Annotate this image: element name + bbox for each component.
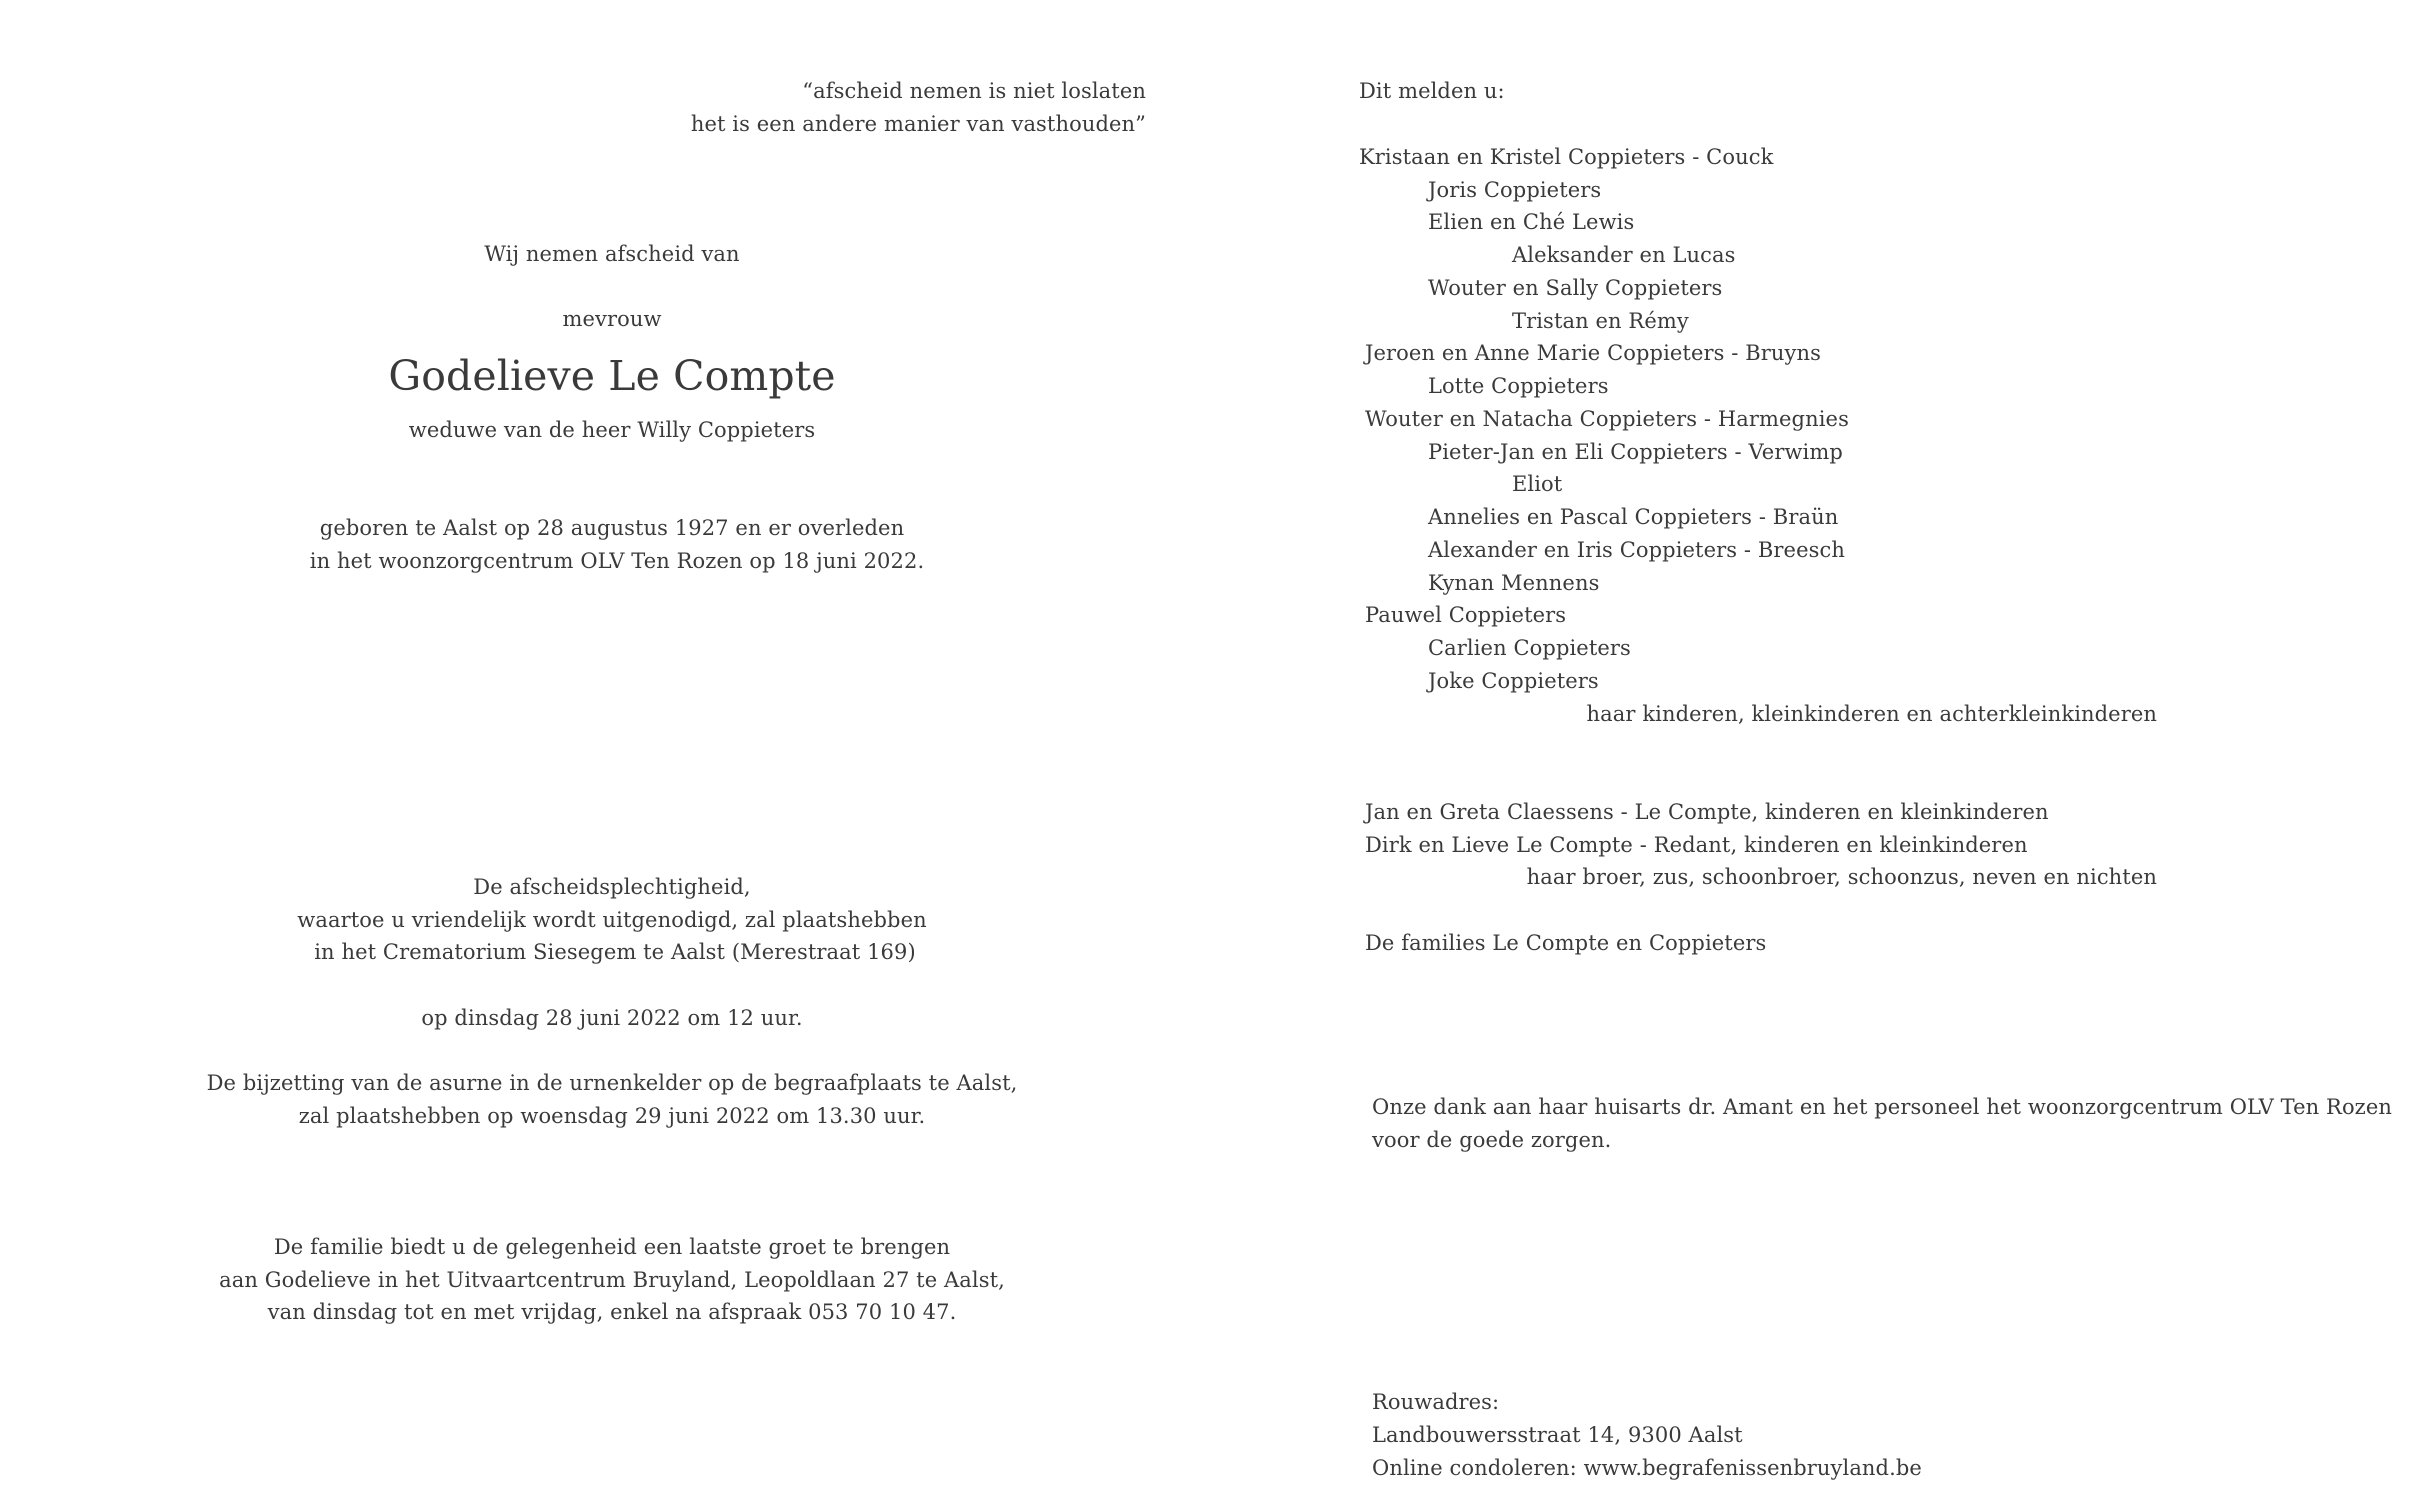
siblings-caption: haar broer, zus, schoonbroer, schoonzus, neven en nichten bbox=[1526, 865, 2157, 889]
sibling-line: Dirk en Lieve Le Compte - Redant, kinderen en kleinkinderen bbox=[1365, 833, 2028, 857]
families-text: De families Le Compte en Coppieters bbox=[1365, 931, 1767, 955]
family-member: Joris Coppieters bbox=[1428, 178, 1602, 202]
condolence-line: Online condoleren: www.begrafenissenbruyland.be bbox=[1372, 1456, 1922, 1480]
family-member: Kynan Mennens bbox=[1428, 571, 1600, 595]
interment-line: zal plaatshebben op woensdag 29 juni 2022 om 13.30 uur. bbox=[298, 1104, 926, 1128]
family-member: Eliot bbox=[1512, 472, 1563, 496]
family-member: Carlien Coppieters bbox=[1428, 636, 1631, 660]
quote-line: “afscheid nemen is niet loslaten bbox=[802, 79, 1146, 103]
sibling-line: Jan en Greta Claessens - Le Compte, kinderen en kleinkinderen bbox=[1365, 800, 2049, 824]
thanks-line: Onze dank aan haar huisarts dr. Amant en het personeel het woonzorgcentrum OLV Ten Rozen bbox=[1372, 1095, 2392, 1119]
quote-line: het is een andere manier van vasthouden” bbox=[690, 112, 1146, 136]
family-member: Aleksander en Lucas bbox=[1512, 243, 1736, 267]
visitation-line: De familie biedt u de gelegenheid een laatste groet te brengen bbox=[273, 1235, 951, 1259]
family-member: Jeroen en Anne Marie Coppieters - Bruyns bbox=[1365, 341, 1822, 365]
family-member: Annelies en Pascal Coppieters - Braün bbox=[1428, 505, 1839, 529]
address-line: Landbouwersstraat 14, 9300 Aalst bbox=[1372, 1423, 1743, 1447]
ceremony-date: op dinsdag 28 juni 2022 om 12 uur. bbox=[421, 1006, 803, 1030]
title-prefix: mevrouw bbox=[562, 307, 662, 331]
family-member: Wouter en Natacha Coppieters - Harmegnies bbox=[1365, 407, 1849, 431]
spouse-text: weduwe van de heer Willy Coppieters bbox=[408, 418, 816, 442]
birth-death-line: geboren te Aalst op 28 augustus 1927 en er overleden bbox=[319, 516, 905, 540]
family-member: Tristan en Rémy bbox=[1512, 309, 1689, 333]
ceremony-line: waartoe u vriendelijk wordt uitgenodigd, zal plaatshebben bbox=[297, 908, 927, 932]
deceased-name: Godelieve Le Compte bbox=[388, 352, 836, 400]
family-member: Elien en Ché Lewis bbox=[1428, 210, 1635, 234]
address-label: Rouwadres: bbox=[1372, 1390, 1500, 1414]
visitation-line: van dinsdag tot en met vrijdag, enkel na afspraak 053 70 10 47. bbox=[267, 1300, 957, 1324]
family-member: Joke Coppieters bbox=[1428, 669, 1599, 693]
thanks-line: voor de goede zorgen. bbox=[1372, 1128, 1612, 1152]
announce-text: Dit melden u: bbox=[1359, 79, 1505, 103]
ceremony-line: in het Crematorium Siesegem te Aalst (Merestraat 169) bbox=[314, 940, 916, 964]
birth-death-line: in het woonzorgcentrum OLV Ten Rozen op 18 juni 2022. bbox=[309, 549, 925, 573]
family-member: Lotte Coppieters bbox=[1428, 374, 1609, 398]
visitation-line: aan Godelieve in het Uitvaartcentrum Bruyland, Leopoldlaan 27 te Aalst, bbox=[219, 1268, 1005, 1292]
family-member: Wouter en Sally Coppieters bbox=[1428, 276, 1723, 300]
ceremony-line: De afscheidsplechtigheid, bbox=[473, 875, 751, 899]
family-member: Pieter-Jan en Eli Coppieters - Verwimp bbox=[1428, 440, 1843, 464]
intro-text: Wij nemen afscheid van bbox=[484, 242, 740, 266]
family-member: Pauwel Coppieters bbox=[1365, 603, 1567, 627]
family-member: Alexander en Iris Coppieters - Breesch bbox=[1428, 538, 1845, 562]
family-member: Kristaan en Kristel Coppieters - Couck bbox=[1359, 145, 1774, 169]
family-caption: haar kinderen, kleinkinderen en achterkleinkinderen bbox=[1586, 702, 2157, 726]
interment-line: De bijzetting van de asurne in de urnenkelder op de begraafplaats te Aalst, bbox=[206, 1071, 1018, 1095]
